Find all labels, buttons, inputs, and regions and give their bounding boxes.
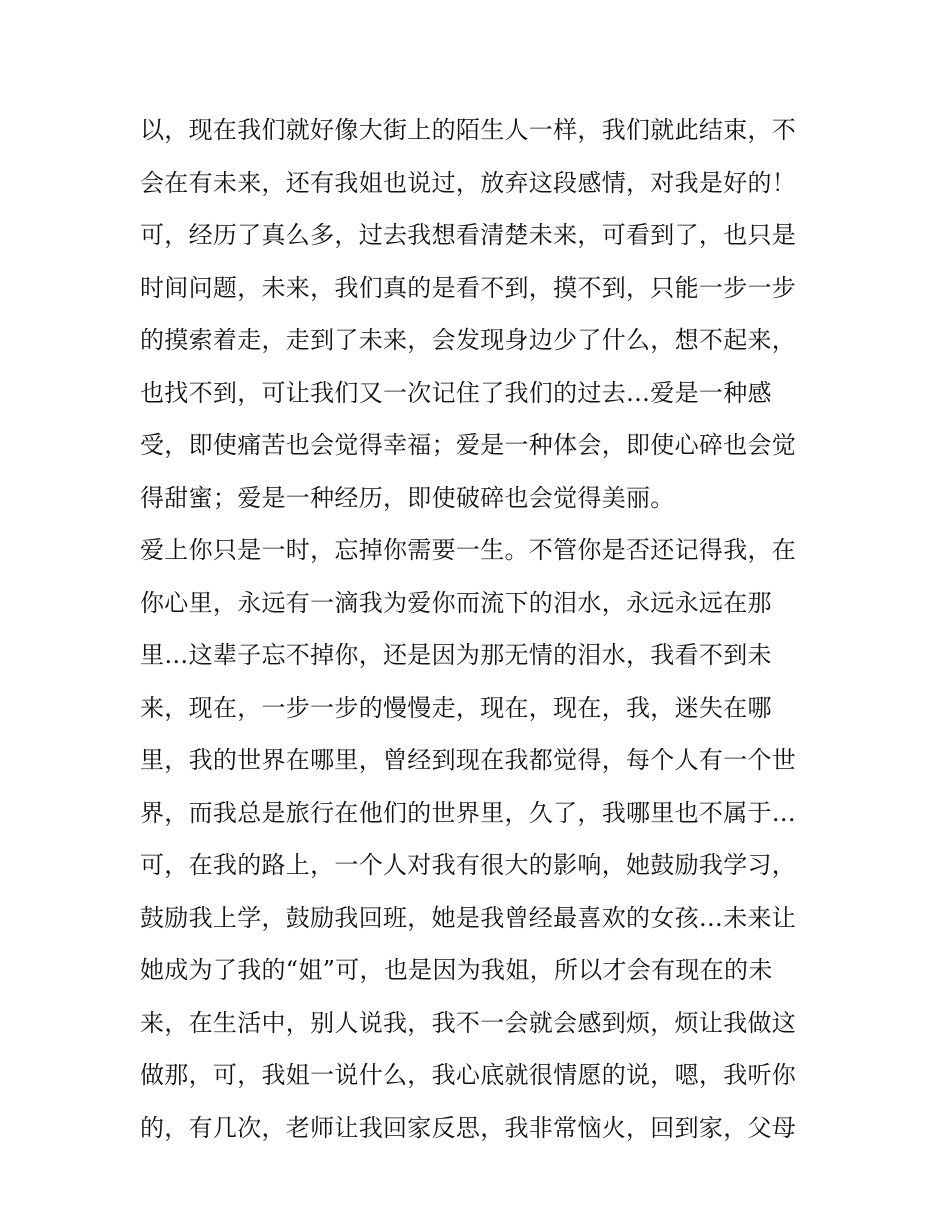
text-line: 里，我的世界在哪里，曾经到现在我都觉得，每个人有一个世 — [140, 746, 797, 774]
text-line: 可，经历了真么多，过去我想看清楚未来，可看到了，也只是 — [140, 221, 797, 249]
body-text — [140, 104, 820, 1154]
text-line: 受，即使痛苦也会觉得幸福；爱是一种体会，即使心碎也会觉 — [140, 431, 797, 459]
text-line: 来，在生活中，别人说我，我不一会就会感到烦，烦让我做这 — [140, 1008, 797, 1037]
text-line: 时间问题，未来，我们真的是看不到，摸不到，只能一步一步 — [140, 273, 797, 302]
text-line: 会在有未来，还有我姐也说过，放弃这段感情，对我是好的！ — [140, 168, 797, 197]
text-line: 来，现在，一步一步的慢慢走，现在，现在，我，迷失在哪 — [140, 693, 772, 722]
text-line: 她成为了我的“姐”可，也是因为我姐，所以才会有现在的未 — [140, 956, 773, 984]
text-line: 得甜蜜；爱是一种经历，即使破碎也会觉得美丽。 — [140, 483, 675, 512]
text-line: 可，在我的路上，一个人对我有很大的影响，她鼓励我学习， — [140, 851, 797, 879]
text-line: 的摸索着走，走到了未来，会发现身边少了什么，想不起来， — [140, 326, 797, 354]
text-line: 做那，可，我姐一说什么，我心底就很情愿的说，嗯，我听你 — [140, 1061, 797, 1089]
text-line: 鼓励我上学，鼓励我回班，她是我曾经最喜欢的女孩…未来让 — [140, 903, 797, 932]
text-line: 里…这辈子忘不掉你，还是因为那无情的泪水，我看不到未 — [140, 641, 772, 669]
text-line: 你心里，永远有一滴我为爱你而流下的泪水，永远永远在那 — [140, 588, 772, 617]
text-line: 的，有几次，老师让我回家反思，我非常恼火，回到家，父母 — [140, 1113, 797, 1142]
text-line: 爱上你只是一时，忘掉你需要一生。不管你是否还记得我，在 — [140, 536, 797, 564]
text-line: 界，而我总是旅行在他们的世界里，久了，我哪里也不属于… — [140, 798, 797, 827]
text-line: 以，现在我们就好像大街上的陌生人一样，我们就此结束，不 — [140, 116, 797, 144]
text-line: 也找不到，可让我们又一次记住了我们的过去…爱是一种感 — [140, 378, 772, 407]
